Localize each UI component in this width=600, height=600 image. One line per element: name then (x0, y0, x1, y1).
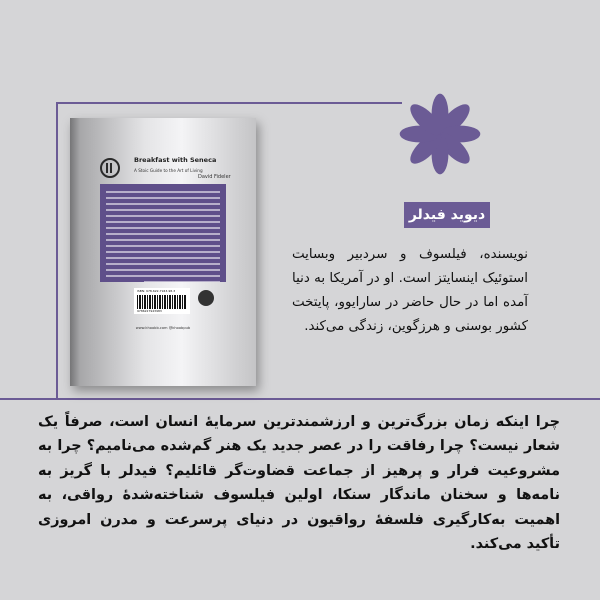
frame-line-left (56, 102, 58, 398)
author-bio: نویسنده، فیلسوف و سردبیر وبسایت استوئیک اینسایتز است. او در آمریکا به دنیا آمده اما در حال حاضر در سارایوو، پایتخت کشور بوسنی و هرزگوین، زندگی می‌کند. (292, 247, 528, 334)
book-back-cover (70, 118, 256, 386)
book-spine-shadow (70, 118, 80, 386)
barcode (134, 288, 190, 314)
book-title: Breakfast with Seneca (134, 156, 217, 164)
barcode-number: 9786227943983 (137, 309, 162, 313)
frame-line-bottom (0, 398, 600, 400)
publisher-series-logo (100, 158, 120, 178)
book-blurb-panel (100, 184, 226, 282)
frame-line-top (56, 102, 402, 104)
asterisk-icon (398, 92, 482, 176)
book-description: چرا اینکه زمان بزرگ‌ترین و ارزشمندترین سرمایهٔ انسان است، صرفاً یک شعار نیست؟ چرا رفاقت را در عصر جدید یک هنر گم‌شده می‌نامیم؟ چرا به مشروعیت فرار و پرهیز از جماعت قضاوت‌گر قائلیم؟ فیدلر با گریز به نامه‌ها و سخنان ماندگار سنکا، اولین فیلسوف شناخته‌شدهٔ رواقی، به اهمیت به‌کارگیری فلسفهٔ رواقیون در دنیای پرسرعت و مدرن امروزی تأکید می‌کند. (38, 414, 560, 553)
book-author: David Fideler (198, 174, 231, 180)
author-name: دیوید فیدلر (408, 207, 486, 223)
isbn-label: ISBN: 978-622-7943-98-3 (137, 289, 176, 293)
book-footer: www.khoobb.com @khoobpub (135, 326, 191, 330)
barcode-bars (137, 295, 187, 309)
publisher-logo (198, 290, 214, 306)
book-subtitle: A Stoic Guide to the Art of Living (134, 168, 203, 173)
